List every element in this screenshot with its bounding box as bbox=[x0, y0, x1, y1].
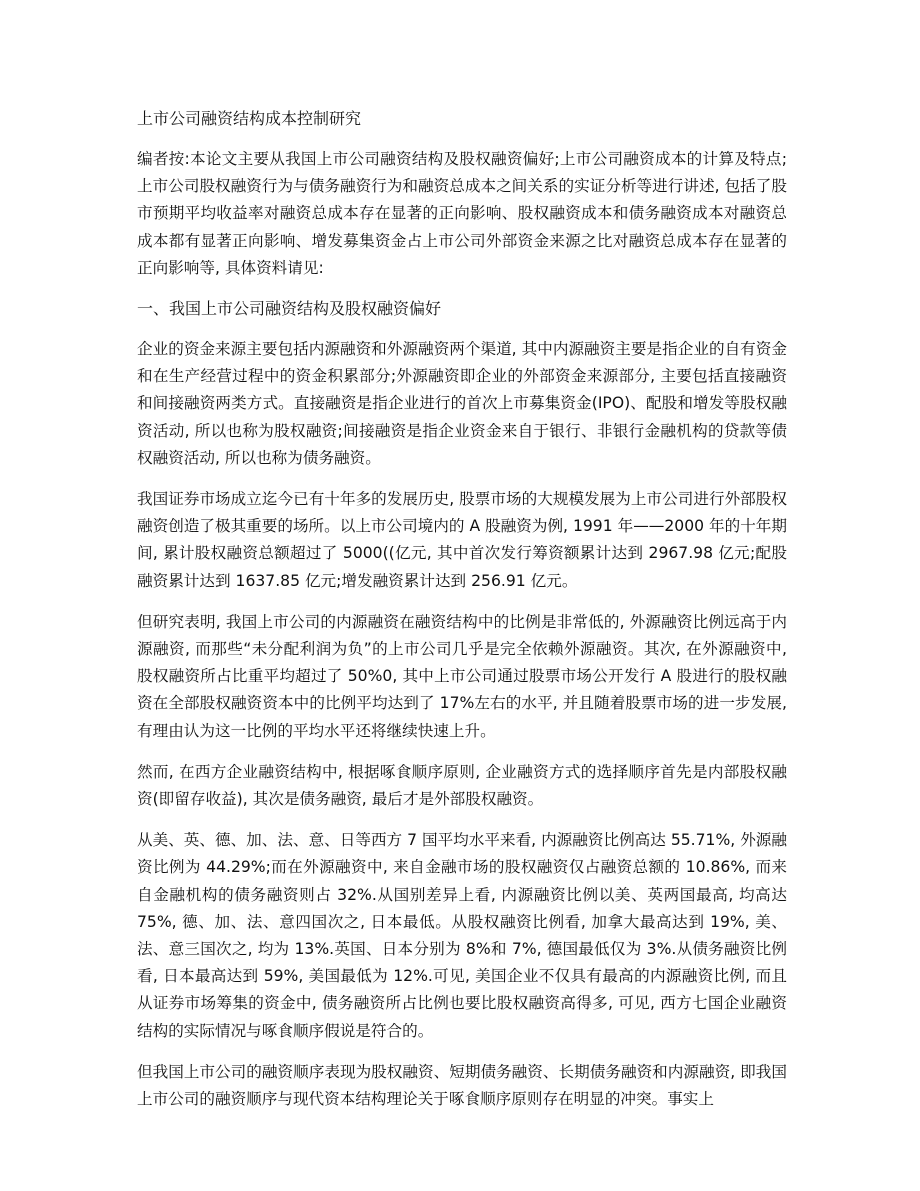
document-page bbox=[137, 106, 787, 1127]
section-heading: 一、我国上市公司融资结构及股权融资偏好 bbox=[137, 299, 442, 319]
body-paragraph: 企业的资金来源主要包括内源融资和外源融资两个渠道, 其中内源融资主要是指企业的自有资金和在生产经营过程中的资金积累部分;外源融资即企业的外部资金来源部分, 主要包括直接融资和间接融资两类方式。直接融资是指企业进行的首次上市募集资金(IPO)、配股和增发等股权融资活动, 所以也称为股权融资;间接融资是指企业资金来自于银行、非银行金融机构的贷款等债权融资活动, 所以也称为债务融资。 bbox=[137, 340, 787, 467]
document-title: 上市公司融资结构成本控制研究 bbox=[137, 109, 362, 128]
body-paragraph: 然而, 在西方企业融资结构中, 根据啄食顺序原则, 企业融资方式的选择顺序首先是内部股权融资(即留存收益), 其次是债务融资, 最后才是外部股权融资。 bbox=[137, 762, 787, 809]
body-paragraph: 从美、英、德、加、法、意、日等西方 7 国平均水平来看, 内源融资比例高达 55.71%, 外源融资比例为 44.29%;而在外源融资中, 来自金融市场的股权融资仅占融资总额的 10.86%, 而来自金融机构的债务融资则占 32%.从国别差异上看, 内源融资比例以美、英两国最高, 均高达 75%, 德、加、法、意四国次之, 日本最低。从股权融资比例看, 加拿大最高达到 19%, 美、法、意三国次之, 均为 13%.英国、日本分别为 8%和 7%, 德国最低仅为 3%.从债务融资比例看, 日本最高达到 59%, 美国最低为 12%.可见, 美国企业不仅具有最高的内源融资比例, 而且从证券市场筹集的资金中, 债务融资所占比例也要比股权融资高得多, 可见, 西方七国企业融资结构的实际情况与啄食顺序假说是符合的。 bbox=[137, 831, 787, 1040]
body-paragraph: 但研究表明, 我国上市公司的内源融资在融资结构中的比例是非常低的, 外源融资比例远高于内源融资, 而那些“未分配利润为负”的上市公司几乎是完全依赖外源融资。其次, 在外源融资中, 股权融资所占比重平均超过了 50%0, 其中上市公司通过股票市场公开发行 A 股进行的股权融资在全部股权融资资本中的比例平均达到了 17%左右的水平, 并且随着股票市场的进一步发展, 有理由认为这一比例的平均水平还将继续快速上升。 bbox=[137, 612, 787, 740]
editor-note-paragraph: 编者按:本论文主要从我国上市公司融资结构及股权融资偏好;上市公司融资成本的计算及特点;上市公司股权融资行为与债务融资行为和融资总成本之间关系的实证分析等进行讲述, 包括了股市预期平均收益率对融资总成本存在显著的正向影响、股权融资成本和债务融资成本对融资总成本都有显著正向影响、增发募集资金占上市公司外部资金来源之比对融资总成本存在显著的正向影响等, 具体资料请见: bbox=[137, 150, 787, 277]
body-paragraph: 但我国上市公司的融资顺序表现为股权融资、短期债务融资、长期债务融资和内源融资, 即我国上市公司的融资顺序与现代资本结构理论关于啄食顺序原则存在明显的冲突。事实上 bbox=[137, 1062, 787, 1109]
body-paragraph: 我国证券市场成立迄今已有十年多的发展历史, 股票市场的大规模发展为上市公司进行外部股权融资创造了极其重要的场所。以上市公司境内的 A 股融资为例, 1991 年——2000 年的十年期间, 累计股权融资总额超过了 5000((亿元, 其中首次发行筹资额累计达到 2967.98 亿元;配股融资累计达到 1637.85 亿元;增发融资累计达到 256.91 亿元。 bbox=[137, 490, 787, 590]
